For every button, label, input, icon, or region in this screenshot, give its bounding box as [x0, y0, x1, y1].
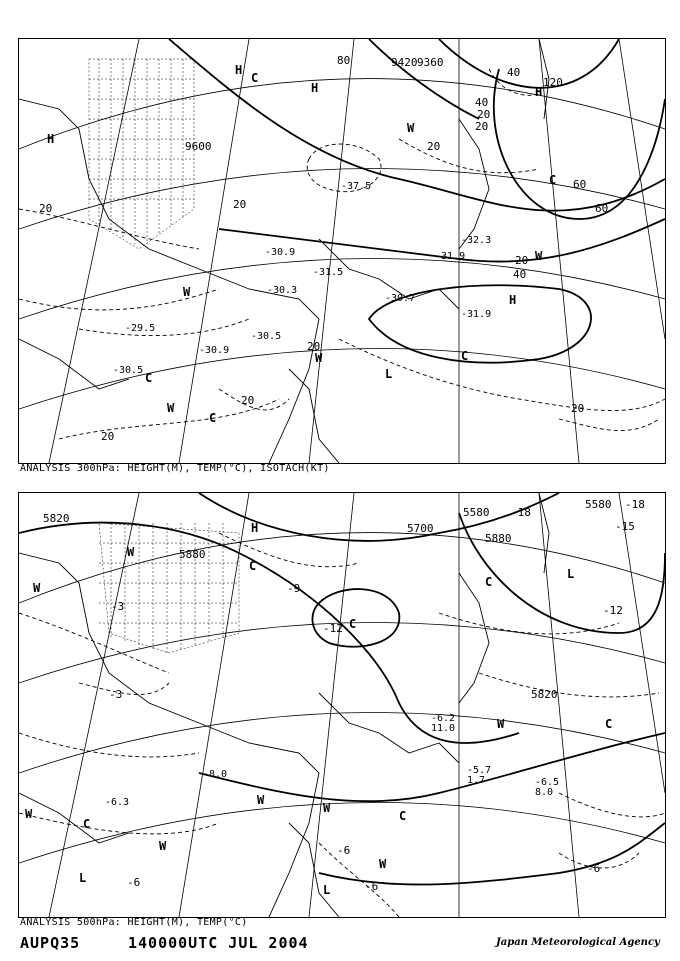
- isotach-label: 20: [475, 120, 489, 133]
- system-marker: C: [249, 559, 257, 573]
- temperature-value: -30.5: [113, 365, 144, 376]
- system-marker: C: [349, 617, 357, 631]
- system-marker: L: [323, 883, 331, 897]
- isotach-label: 40: [513, 268, 527, 281]
- isotach-label: 20: [233, 198, 247, 211]
- isotach-label: 80: [337, 54, 351, 67]
- temperature-label: -6: [127, 876, 141, 889]
- system-marker: C: [461, 349, 469, 363]
- temperature-value: -31.5: [313, 267, 344, 278]
- temperature-label: -12: [603, 604, 623, 617]
- system-marker: H: [47, 132, 55, 146]
- system-marker: W: [25, 807, 33, 821]
- system-marker: W: [127, 545, 135, 559]
- graticule: [19, 39, 665, 463]
- system-marker: H: [251, 521, 259, 535]
- station-value: -8.0: [203, 769, 228, 780]
- temperature-label: -15: [615, 520, 635, 533]
- temperature-label: -6: [365, 880, 379, 893]
- temperature-label: -12: [323, 622, 343, 635]
- system-marker: L: [567, 567, 575, 581]
- system-marker: C: [399, 809, 407, 823]
- system-marker: C: [145, 371, 153, 385]
- agency-name: Japan Meteorological Agency: [496, 937, 660, 948]
- height-label: 9420: [391, 56, 418, 69]
- isotach-label: 40: [507, 66, 521, 79]
- isotach-label: 20: [307, 340, 321, 353]
- system-marker: W: [159, 839, 167, 853]
- temperature-label: -9: [287, 582, 301, 595]
- temperature-value: -31.9: [461, 309, 492, 320]
- bulletin-code: AUPQ35: [20, 934, 81, 952]
- system-marker: W: [33, 581, 41, 595]
- temperature-label: -18: [511, 506, 531, 519]
- temperature-label: -3: [111, 600, 125, 613]
- station-value: 11.0: [431, 723, 456, 734]
- hatched-region: [99, 523, 239, 653]
- height-label: 5700: [407, 522, 434, 535]
- coastline: [19, 493, 549, 917]
- height-label: 5820: [43, 512, 70, 525]
- system-marker: L: [79, 871, 87, 885]
- system-marker: W: [257, 793, 265, 807]
- caption-300hpa: ANALYSIS 300hPa: HEIGHT(M), TEMP(°C), ISOTACH(KT): [20, 463, 330, 474]
- temperature-label: -3: [109, 688, 123, 701]
- system-marker: W: [323, 801, 331, 815]
- system-marker: C: [605, 717, 613, 731]
- isotach-label: 120: [543, 76, 563, 89]
- temperature-value: -30.5: [251, 331, 282, 342]
- isotach-label: 20: [515, 254, 529, 267]
- station-value: 8.0: [535, 787, 554, 798]
- temperature-value: -29.5: [125, 323, 156, 334]
- system-marker: W: [167, 401, 175, 415]
- temperature-value: -37.5: [341, 181, 372, 192]
- isotach-label: 20: [571, 402, 585, 415]
- height-label: 5880: [179, 548, 206, 561]
- height-label: 5820: [531, 688, 558, 701]
- caption-500hpa: ANALYSIS 500hPa: HEIGHT(M), TEMP(°C): [20, 917, 248, 928]
- system-marker: W: [183, 285, 191, 299]
- isotach-label: 20: [101, 430, 115, 443]
- height-label: 9360: [417, 56, 444, 69]
- system-marker: H: [235, 63, 243, 77]
- height-label: 5580: [585, 498, 612, 511]
- isotach-label: 20: [241, 394, 255, 407]
- system-marker: C: [209, 411, 217, 425]
- isotach-label: 60: [573, 178, 587, 191]
- system-marker: C: [251, 71, 259, 85]
- temperature-value: -32.3: [461, 235, 492, 246]
- station-value: -6.5: [535, 777, 560, 788]
- system-marker: W: [407, 121, 415, 135]
- height-label: 5880: [485, 532, 512, 545]
- temperature-value: -30.7: [385, 293, 416, 304]
- isotach-label: 20: [427, 140, 441, 153]
- map-300hpa-canvas: [19, 39, 665, 463]
- valid-time: 140000UTC JUL 2004: [128, 934, 309, 952]
- system-marker: W: [535, 249, 543, 263]
- temperature-value: -30.9: [199, 345, 230, 356]
- station-value: 1.7: [467, 775, 486, 786]
- temperature-value: -31.9: [435, 251, 466, 262]
- system-marker: W: [379, 857, 387, 871]
- system-marker: W: [497, 717, 505, 731]
- system-marker: H: [535, 85, 543, 99]
- system-marker: C: [83, 817, 91, 831]
- chart-300hpa: [18, 38, 666, 464]
- isotach-label: 20: [477, 108, 491, 121]
- system-marker: H: [509, 293, 517, 307]
- station-value: -5.7: [467, 765, 492, 776]
- station-value: -6.3: [105, 797, 130, 808]
- hatched-region: [89, 59, 194, 249]
- system-marker: L: [385, 367, 393, 381]
- temperature-value: -30.3: [267, 285, 298, 296]
- isotach-label: 20: [39, 202, 53, 215]
- station-value: -6.2: [431, 713, 456, 724]
- chart-500hpa: [18, 492, 666, 918]
- temperature-label: -6: [587, 862, 601, 875]
- temperature-label: -18: [625, 498, 645, 511]
- isotach-label: 60: [595, 202, 609, 215]
- height-label: 5580: [463, 506, 490, 519]
- isotach-label: 40: [475, 96, 489, 109]
- system-marker: H: [311, 81, 319, 95]
- system-marker: W: [315, 351, 323, 365]
- height-label: 9600: [185, 140, 212, 153]
- temperature-label: -6: [337, 844, 351, 857]
- system-marker: C: [549, 173, 557, 187]
- system-marker: C: [485, 575, 493, 589]
- temperature-value: -30.9: [265, 247, 296, 258]
